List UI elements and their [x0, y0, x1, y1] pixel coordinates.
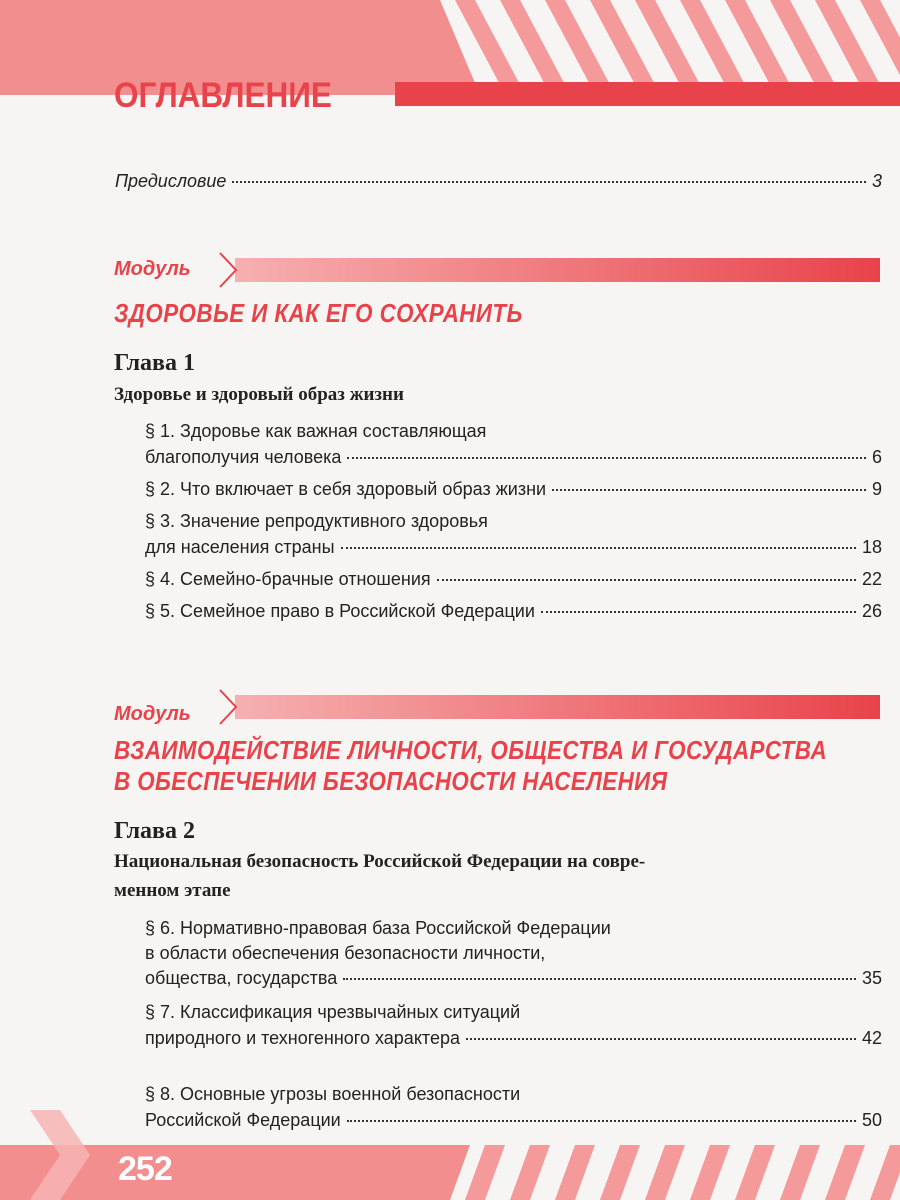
chapter-heading: Глава 2: [114, 818, 195, 844]
toc-entry[interactable]: [145, 478, 882, 500]
dot-leader: [466, 1038, 856, 1040]
chapter-title-line: менном этапе: [114, 880, 231, 901]
entry-line[interactable]: в области обеспечения безопасности личности,: [145, 943, 546, 963]
dot-leader: [232, 181, 866, 183]
entry-page: 3: [871, 171, 882, 191]
entry-page: 35: [861, 968, 882, 988]
toc-entry[interactable]: [145, 1027, 882, 1049]
entry-label: § 4. Семейно-брачные отношения: [145, 569, 431, 589]
entry-page: 6: [871, 447, 882, 467]
module-label: Модуль: [114, 258, 191, 280]
toc-entry[interactable]: [145, 1109, 882, 1131]
toc-entry-preface[interactable]: [115, 170, 882, 192]
module-title-line: В ОБЕСПЕЧЕНИИ БЕЗОПАСНОСТИ НАСЕЛЕНИЯ: [114, 766, 668, 796]
page-title: ОГЛАВЛЕНИЕ: [114, 76, 332, 115]
dot-leader: [437, 579, 856, 581]
entry-page: 42: [861, 1028, 882, 1048]
dot-leader: [347, 457, 866, 459]
entry-line[interactable]: § 3. Значение репродуктивного здоровья: [145, 511, 488, 531]
toc-entry[interactable]: [145, 568, 882, 590]
chapter-title: Здоровье и здоровый образ жизни: [114, 384, 404, 405]
module-bar-decoration: [235, 695, 880, 719]
module-bar-decoration: [235, 258, 880, 282]
chapter-heading: Глава 1: [114, 350, 195, 376]
entry-label: § 2. Что включает в себя здоровый образ жизни: [145, 479, 547, 499]
entry-line[interactable]: § 1. Здоровье как важная составляющая: [145, 421, 487, 441]
dot-leader: [541, 611, 856, 613]
entry-page: 50: [861, 1110, 882, 1130]
title-bar-decoration: [395, 82, 900, 106]
chevron-right-icon: [218, 688, 238, 726]
toc-entry[interactable]: [145, 446, 882, 468]
module-label: Модуль: [114, 703, 191, 725]
entry-line[interactable]: § 6. Нормативно-правовая база Российской Федерации: [145, 918, 611, 938]
entry-page: 18: [861, 537, 882, 557]
dot-leader: [341, 547, 856, 549]
dot-leader: [552, 489, 866, 491]
entry-line[interactable]: § 8. Основные угрозы военной безопасности: [145, 1084, 521, 1104]
chevron-right-icon: [218, 251, 238, 289]
entry-page: 26: [861, 601, 882, 621]
entry-page: 22: [861, 569, 882, 589]
module-title-line: ВЗАИМОДЕЙСТВИЕ ЛИЧНОСТИ, ОБЩЕСТВА И ГОСУДАРСТВА: [114, 735, 828, 765]
entry-label: благополучия человека: [145, 447, 342, 467]
entry-page: 9: [871, 479, 882, 499]
toc-entry[interactable]: [145, 600, 882, 622]
entry-label: для населения страны: [145, 537, 335, 557]
chapter-title-line: Национальная безопасность Российской Федерации на совре-: [114, 851, 646, 872]
dot-leader: [343, 978, 856, 980]
entry-label: Предисловие: [115, 171, 227, 191]
toc-entry[interactable]: [145, 536, 882, 558]
entry-label: § 5. Семейное право в Российской Федерации: [145, 601, 535, 621]
entry-label: общества, государства: [145, 968, 338, 988]
dot-leader: [347, 1120, 856, 1122]
entry-line[interactable]: § 7. Классификация чрезвычайных ситуаций: [145, 1002, 521, 1022]
page-number: 252: [118, 1150, 172, 1188]
entry-label: природного и техногенного характера: [145, 1028, 460, 1048]
module-title: ЗДОРОВЬЕ И КАК ЕГО СОХРАНИТЬ: [114, 298, 523, 328]
entry-label: Российской Федерации: [145, 1110, 341, 1130]
toc-entry[interactable]: [145, 967, 882, 989]
